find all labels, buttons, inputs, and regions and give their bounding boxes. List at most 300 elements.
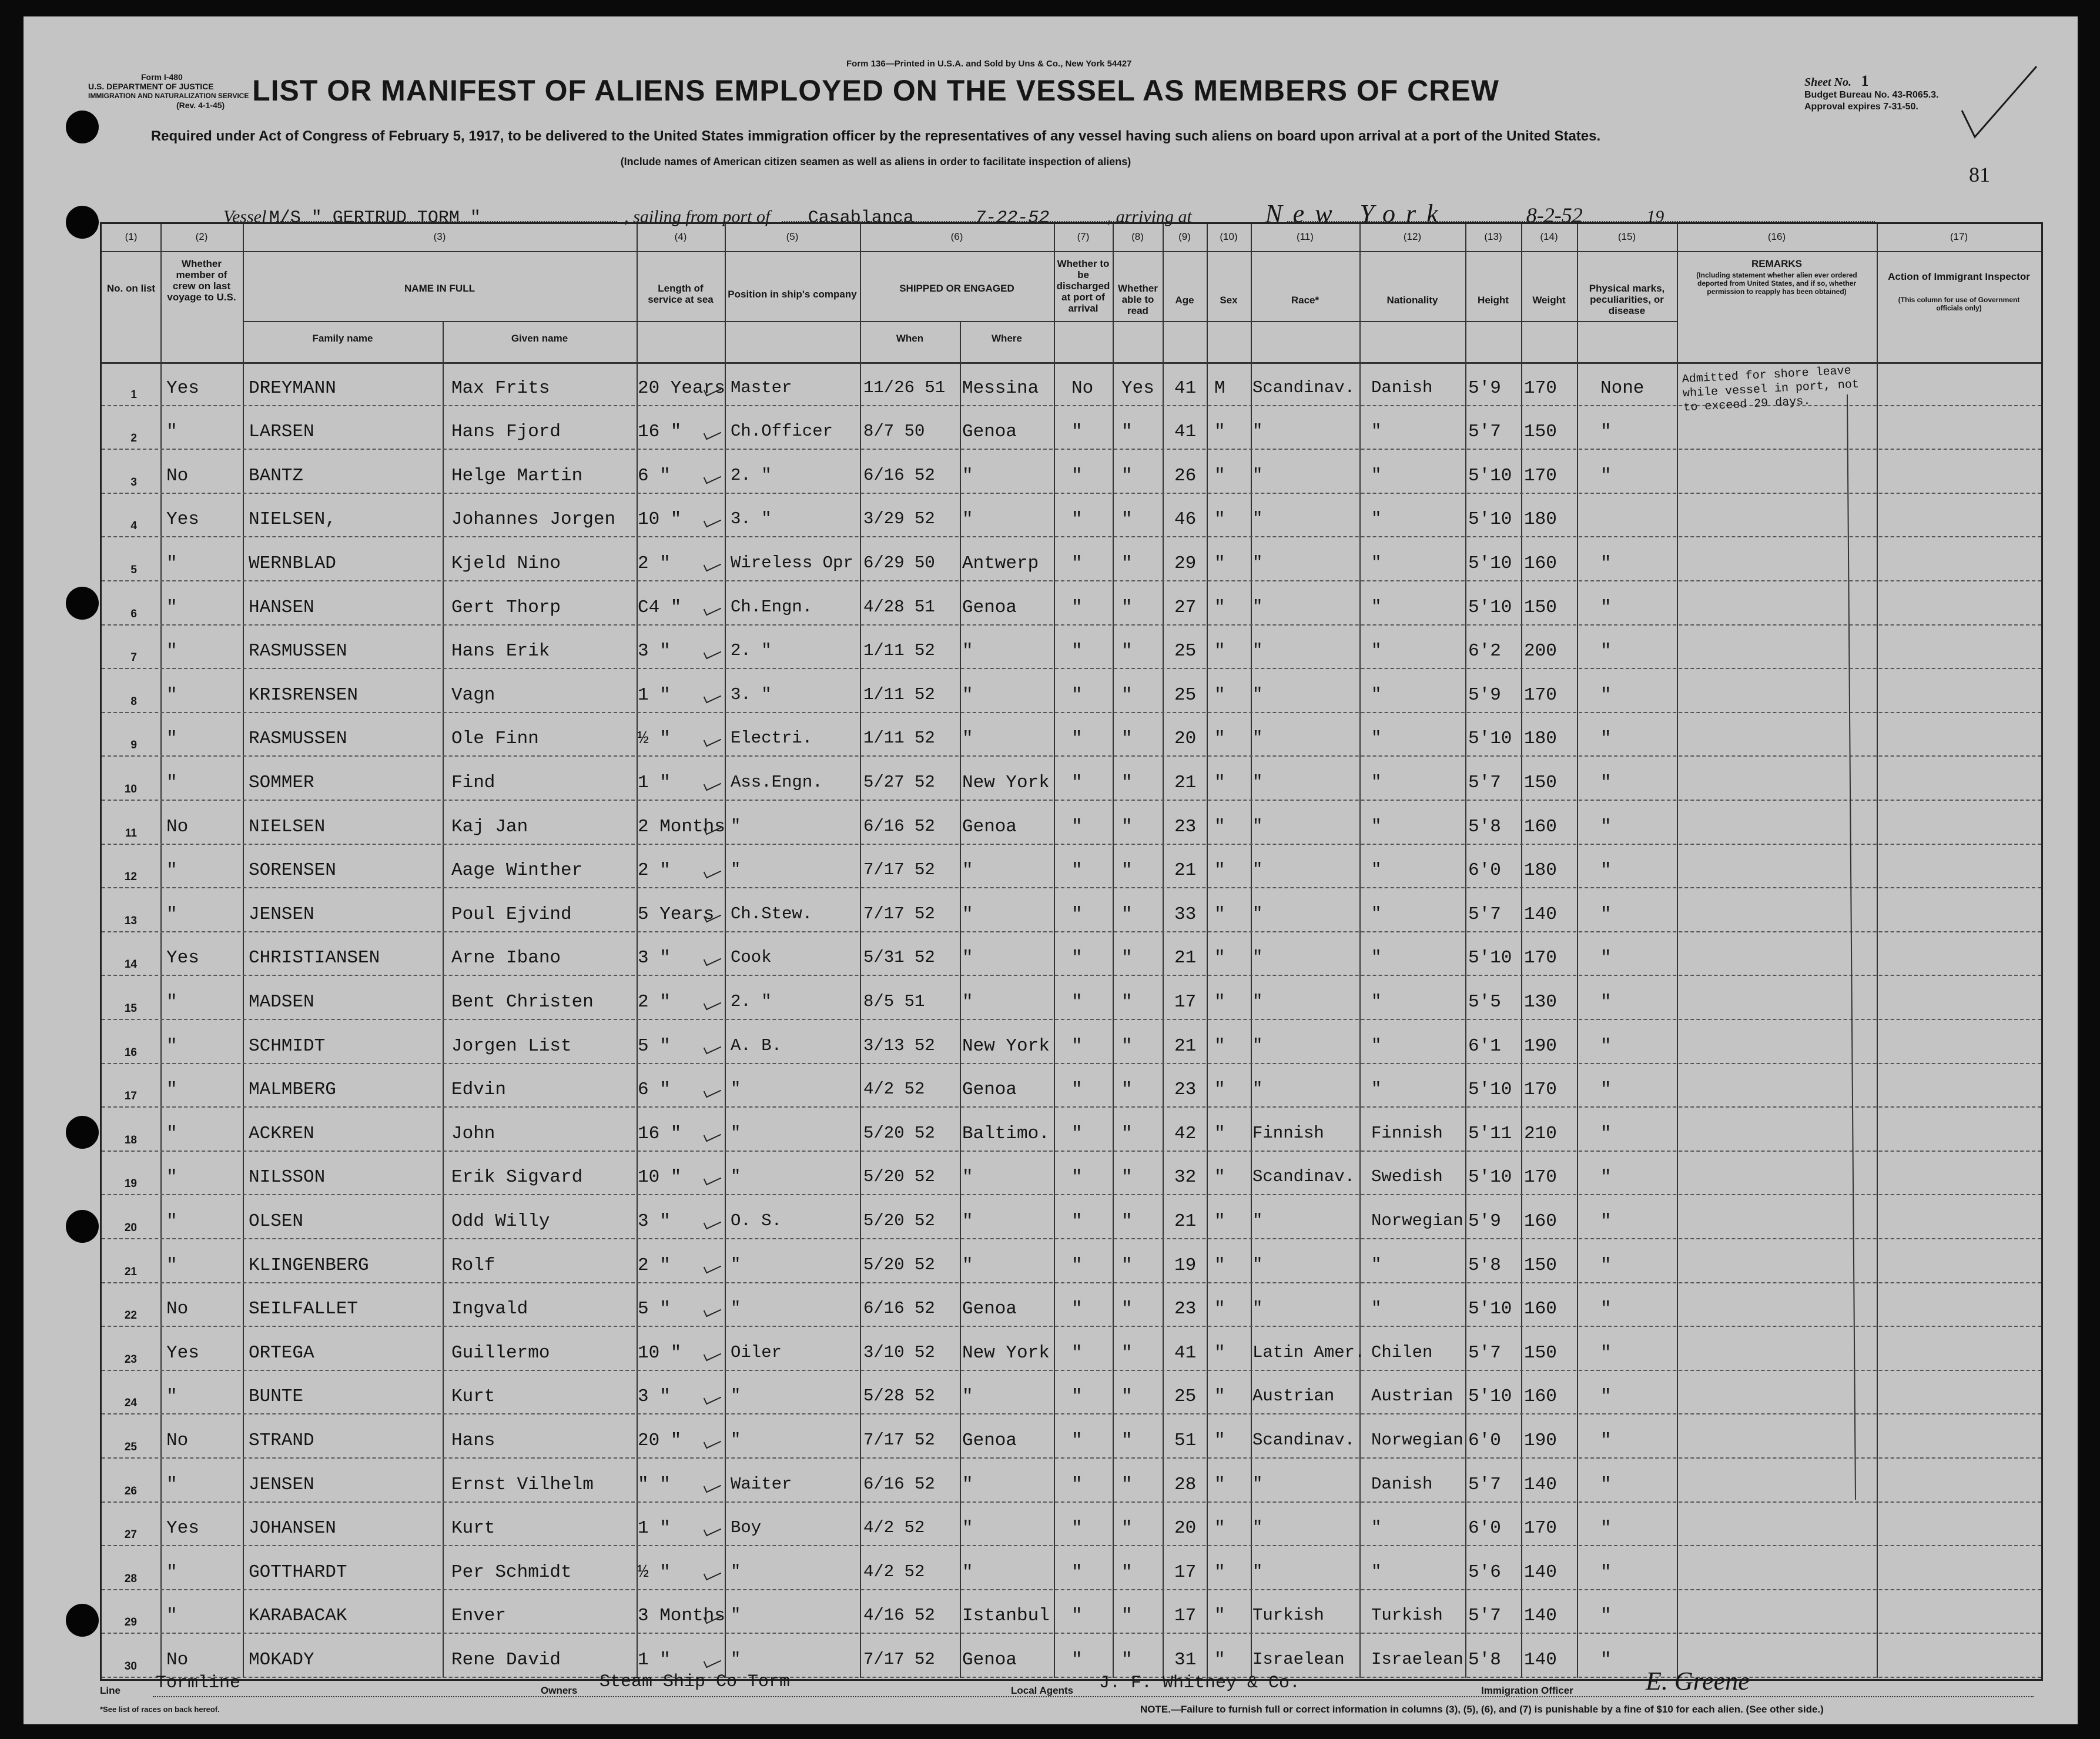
table-row (102, 757, 2041, 801)
weight-cell: 160 (1524, 816, 1557, 837)
shipped-where-cell: " (962, 904, 973, 925)
tick-mark-icon (704, 997, 721, 1011)
nationality-cell: " (1371, 641, 1382, 661)
position-cell: " (731, 1430, 741, 1450)
sex-cell: " (1214, 684, 1225, 705)
nationality-cell: Danish (1371, 1474, 1433, 1494)
physical-marks-cell: " (1600, 1342, 1612, 1363)
read-cell: " (1121, 1079, 1133, 1101)
shipped-where-cell: " (962, 684, 973, 705)
service-cell: ½ " (638, 728, 671, 750)
budget-line: Budget Bureau No. 43-R065.3. (1804, 90, 1939, 100)
table-row (102, 581, 2041, 626)
sex-cell: " (1214, 422, 1225, 443)
header-able-to-read: Whether able to read (1118, 283, 1158, 316)
table-row (102, 713, 2041, 757)
family-name-cell: JENSEN (249, 904, 314, 925)
prev-voyage-cell: " (166, 1167, 177, 1188)
tick-mark-icon (704, 1392, 721, 1405)
position-cell: Oiler (731, 1342, 782, 1362)
column-number: (6) (950, 231, 963, 242)
age-cell: 41 (1174, 1342, 1197, 1363)
row-number: 23 (124, 1353, 137, 1366)
tick-mark-icon (704, 1085, 721, 1098)
nationality-cell: Norwegian (1371, 1210, 1463, 1230)
physical-marks-cell: " (1600, 1561, 1612, 1583)
race-cell: " (1252, 422, 1263, 442)
family-name-cell: SOMMER (249, 772, 314, 793)
read-cell: " (1121, 991, 1133, 1012)
officer-signature: E. Greene (1646, 1667, 1750, 1695)
family-name-cell: STRAND (249, 1430, 314, 1451)
family-name-cell: SCHMIDT (249, 1035, 326, 1056)
weight-cell: 180 (1524, 860, 1557, 881)
discharged-cell: " (1071, 597, 1083, 618)
shipped-where-cell: " (962, 991, 973, 1012)
year-label: 19 (1646, 207, 1664, 226)
discharged-cell: " (1071, 509, 1083, 530)
shipped-where-cell: " (962, 1518, 973, 1539)
height-cell: 6'2 (1468, 641, 1501, 662)
shipped-when-cell: 5/28 52 (863, 1386, 935, 1406)
age-cell: 41 (1174, 422, 1197, 443)
discharged-cell: " (1071, 553, 1083, 574)
agency-line: Form I-480 (141, 72, 183, 82)
discharged-cell: " (1071, 1518, 1083, 1539)
shipped-where-cell: " (962, 509, 973, 530)
service-cell: 6 " (638, 465, 671, 486)
position-cell: " (731, 1561, 741, 1581)
race-cell: " (1252, 1299, 1263, 1319)
physical-marks-cell: " (1600, 1035, 1612, 1056)
family-name-cell: JENSEN (249, 1474, 314, 1495)
table-row (102, 626, 2041, 670)
read-cell: " (1121, 553, 1133, 574)
officer-label: Immigration Officer (1481, 1685, 1573, 1696)
table-row (102, 1414, 2041, 1459)
table-row (102, 976, 2041, 1020)
vessel-label: Vessel (223, 207, 267, 226)
shipped-when-cell: 8/5 51 (863, 991, 925, 1011)
race-cell: " (1252, 772, 1263, 792)
race-cell: " (1252, 641, 1263, 661)
sex-cell: " (1214, 816, 1225, 837)
given-name-cell: Guillermo (451, 1342, 550, 1363)
shipped-when-cell: 6/16 52 (863, 1474, 935, 1494)
read-cell: " (1121, 465, 1133, 486)
family-name-cell: NILSSON (249, 1167, 326, 1188)
position-cell: 2. " (731, 465, 772, 485)
sex-cell: " (1214, 509, 1225, 530)
read-cell: " (1121, 1430, 1133, 1451)
given-name-cell: Aage Winther (451, 860, 583, 881)
position-cell: Electri. (731, 728, 813, 748)
family-name-cell: RASMUSSEN (249, 728, 347, 750)
row-number: 2 (130, 432, 137, 445)
height-cell: 5'6 (1468, 1561, 1501, 1583)
race-cell: " (1252, 904, 1263, 924)
table-row (102, 1283, 2041, 1327)
given-name-cell: Arne Ibano (451, 948, 561, 969)
prev-voyage-cell: No (166, 816, 189, 837)
position-cell: " (731, 1167, 741, 1187)
shipped-when-cell: 6/16 52 (863, 1299, 935, 1319)
tick-mark-icon (704, 1567, 721, 1580)
given-name-cell: Per Schmidt (451, 1561, 572, 1583)
service-cell: 3 " (638, 948, 671, 969)
column-number: (5) (786, 231, 799, 242)
arriving-label: , arriving at (1107, 207, 1192, 226)
column-number: (2) (195, 231, 208, 242)
given-name-cell: Ernst Vilhelm (451, 1474, 594, 1495)
physical-marks-cell: " (1600, 948, 1612, 969)
race-cell: " (1252, 991, 1263, 1011)
service-cell: 16 " (638, 422, 682, 443)
shipped-where-cell: " (962, 1474, 973, 1495)
family-name-cell: GOTTHARDT (249, 1561, 347, 1583)
service-cell: C4 " (638, 597, 682, 618)
weight-cell: 130 (1524, 991, 1557, 1012)
table-row (102, 1152, 2041, 1196)
read-cell: " (1121, 728, 1133, 750)
family-name-cell: KRISRENSEN (249, 684, 359, 705)
family-name-cell: HANSEN (249, 597, 314, 618)
sex-cell: " (1214, 1210, 1225, 1232)
read-cell: " (1121, 772, 1133, 793)
age-cell: 17 (1174, 1606, 1197, 1627)
column-number: (14) (1540, 231, 1558, 242)
given-name-cell: Odd Willy (451, 1210, 550, 1232)
owners-value: Steam Ship Co Torm (599, 1672, 791, 1692)
height-cell: 5'10 (1468, 1167, 1512, 1188)
shipped-where-cell: " (962, 1210, 973, 1232)
age-cell: 17 (1174, 1561, 1197, 1583)
nationality-cell: " (1371, 684, 1382, 704)
row-number: 28 (124, 1572, 137, 1585)
prev-voyage-cell: " (166, 728, 177, 750)
shipped-where-cell: " (962, 860, 973, 881)
row-number: 9 (130, 739, 137, 752)
age-cell: 19 (1174, 1255, 1197, 1276)
physical-marks-cell: " (1600, 684, 1612, 705)
table-row (102, 1590, 2041, 1634)
weight-cell: 170 (1524, 1518, 1557, 1539)
prev-voyage-cell: " (166, 684, 177, 705)
nationality-cell: " (1371, 597, 1382, 617)
header-nationality: Nationality (1386, 295, 1438, 306)
tick-mark-icon (704, 1655, 721, 1668)
nationality-cell: " (1371, 553, 1382, 573)
discharged-cell: " (1071, 816, 1083, 837)
race-cell: " (1252, 1255, 1263, 1275)
height-cell: 5'9 (1468, 377, 1501, 399)
row-number: 6 (130, 607, 137, 620)
weight-cell: 170 (1524, 465, 1557, 486)
service-cell: 1 " (638, 1518, 671, 1539)
age-cell: 23 (1174, 1079, 1197, 1101)
binder-hole (66, 206, 99, 239)
shipped-when-cell: 5/20 52 (863, 1255, 935, 1275)
shipped-when-cell: 5/27 52 (863, 772, 935, 792)
page-number: 81 (1969, 163, 1990, 186)
given-name-cell: Max Frits (451, 377, 550, 399)
given-name-cell: John (451, 1123, 495, 1144)
shipped-when-cell: 6/16 52 (863, 465, 935, 485)
height-cell: 5'7 (1468, 772, 1501, 793)
discharged-cell: " (1071, 1386, 1083, 1407)
column-number: (12) (1403, 231, 1422, 242)
given-name-cell: Rolf (451, 1255, 495, 1276)
nationality-cell: " (1371, 904, 1382, 924)
read-cell: " (1121, 1299, 1133, 1320)
physical-marks-cell: " (1600, 641, 1612, 662)
physical-marks-cell: " (1600, 422, 1612, 443)
age-cell: 21 (1174, 1210, 1197, 1232)
weight-cell: 160 (1524, 1386, 1557, 1407)
header-when: When (896, 333, 924, 344)
shipped-when-cell: 6/29 50 (863, 553, 935, 573)
sex-cell: " (1214, 641, 1225, 662)
position-cell: A. B. (731, 1035, 782, 1055)
height-cell: 5'7 (1468, 422, 1501, 443)
shipped-where-cell: Istanbul (962, 1606, 1050, 1627)
shipped-where-cell: New York (962, 772, 1050, 793)
service-cell: 2 " (638, 991, 671, 1012)
service-cell: 10 " (638, 1342, 682, 1363)
row-number: 21 (124, 1265, 137, 1278)
height-cell: 5'10 (1468, 948, 1512, 969)
row-number: 24 (124, 1397, 137, 1410)
weight-cell: 200 (1524, 641, 1557, 662)
service-cell: 3 Months (638, 1606, 725, 1627)
race-cell: " (1252, 553, 1263, 573)
service-cell: " " (638, 1474, 671, 1495)
age-cell: 23 (1174, 816, 1197, 837)
tick-mark-icon (704, 1216, 721, 1230)
position-cell: Master (731, 377, 792, 397)
given-name-cell: Gert Thorp (451, 597, 561, 618)
family-name-cell: SEILFALLET (249, 1299, 359, 1320)
position-cell: O. S. (731, 1210, 782, 1230)
given-name-cell: Hans Fjord (451, 422, 561, 443)
weight-cell: 180 (1524, 509, 1557, 530)
physical-marks-cell: " (1600, 1474, 1612, 1495)
arrival-date: 8-2-52 (1526, 203, 1583, 227)
row-number: 3 (130, 476, 137, 489)
height-cell: 5'8 (1468, 816, 1501, 837)
row-number: 29 (124, 1616, 137, 1629)
age-cell: 23 (1174, 1299, 1197, 1320)
weight-cell: 150 (1524, 772, 1557, 793)
race-cell: " (1252, 860, 1263, 880)
shipped-when-cell: 4/28 51 (863, 597, 935, 617)
column-number: (10) (1220, 231, 1238, 242)
sex-cell: " (1214, 1167, 1225, 1188)
service-cell: 16 " (638, 1123, 682, 1144)
family-name-cell: KARABACAK (249, 1606, 347, 1627)
given-name-cell: Poul Ejvind (451, 904, 572, 925)
weight-cell: 140 (1524, 1474, 1557, 1495)
prev-voyage-cell: Yes (166, 377, 199, 399)
binder-hole (66, 1210, 99, 1243)
height-cell: 5'7 (1468, 1342, 1501, 1363)
discharged-cell: " (1071, 684, 1083, 705)
row-number: 17 (124, 1090, 137, 1103)
agents-value: J. F. Whitney & Co. (1099, 1673, 1301, 1693)
sex-cell: " (1214, 553, 1225, 574)
discharged-cell: " (1071, 904, 1083, 925)
table-row (102, 1064, 2041, 1108)
table-row (102, 1108, 2041, 1152)
agency-line: (Rev. 4-1-45) (176, 101, 225, 110)
nationality-cell: " (1371, 991, 1382, 1011)
column-number: (8) (1131, 231, 1144, 242)
page-title: LIST OR MANIFEST OF ALIENS EMPLOYED ON THE VESSEL AS MEMBERS OF CREW (252, 74, 1499, 107)
prev-voyage-cell: " (166, 1386, 177, 1407)
position-cell: Waiter (731, 1474, 792, 1494)
given-name-cell: Kurt (451, 1386, 495, 1407)
table-row (102, 801, 2041, 845)
age-cell: 20 (1174, 728, 1197, 750)
service-cell: 10 " (638, 1167, 682, 1188)
read-cell: " (1121, 1342, 1133, 1363)
family-name-cell: RASMUSSEN (249, 641, 347, 662)
remarks-ditto-line (1841, 389, 1865, 1506)
prev-voyage-cell: " (166, 1474, 177, 1495)
physical-marks-cell: " (1600, 1123, 1612, 1144)
read-cell: Yes (1121, 377, 1154, 399)
shipped-where-cell: " (962, 728, 973, 750)
column-number: (15) (1617, 231, 1636, 242)
column-number: (3) (433, 231, 446, 242)
tick-mark-icon (704, 1041, 721, 1054)
binder-hole (66, 1116, 99, 1149)
sex-cell: " (1214, 1561, 1225, 1583)
tick-mark-icon (704, 865, 721, 879)
position-cell: Ch.Engn. (731, 597, 813, 617)
shipped-when-cell: 5/20 52 (863, 1210, 935, 1230)
service-cell: 10 " (638, 509, 682, 530)
tick-mark-icon (704, 953, 721, 967)
shipped-where-cell: Genoa (962, 1079, 1017, 1101)
height-cell: 5'10 (1468, 728, 1512, 750)
shipped-where-cell: New York (962, 1342, 1050, 1363)
age-cell: 41 (1174, 377, 1197, 399)
approval-line: Approval expires 7-31-50. (1804, 102, 1918, 112)
weight-cell: 170 (1524, 948, 1557, 969)
physical-marks-cell: " (1600, 1255, 1612, 1276)
table-row (102, 1459, 2041, 1503)
physical-marks-cell: " (1600, 1079, 1612, 1101)
weight-cell: 140 (1524, 1606, 1557, 1627)
header-no-on-list: No. on list (106, 283, 156, 294)
shipped-where-cell: " (962, 1167, 973, 1188)
given-name-cell: Hans Erik (451, 641, 550, 662)
tick-mark-icon (704, 1128, 721, 1142)
given-name-cell: Jorgen List (451, 1035, 572, 1056)
tick-mark-icon (704, 646, 721, 660)
check-mark-icon (1957, 63, 2039, 140)
service-cell: 5 " (638, 1035, 671, 1056)
height-cell: 6'0 (1468, 1430, 1501, 1451)
sailing-label: , sailing from port of (624, 207, 771, 226)
table-row (102, 362, 2041, 415)
position-cell: Ass.Engn. (731, 772, 823, 792)
header-race: Race* (1291, 295, 1319, 306)
table-row (102, 1020, 2041, 1064)
nationality-cell: " (1371, 1561, 1382, 1581)
header-sex: Sex (1220, 295, 1238, 306)
physical-marks-cell: " (1600, 816, 1612, 837)
shipped-where-cell: New York (962, 1035, 1050, 1056)
row-number: 26 (124, 1484, 137, 1497)
read-cell: " (1121, 948, 1133, 969)
nationality-cell: " (1371, 948, 1382, 968)
shipped-where-cell: " (962, 948, 973, 969)
read-cell: " (1121, 1649, 1133, 1670)
race-cell: Scandinav. (1252, 377, 1355, 397)
discharged-cell: " (1071, 1474, 1083, 1495)
read-cell: " (1121, 597, 1133, 618)
read-cell: " (1121, 860, 1133, 881)
prev-voyage-cell: Yes (166, 509, 199, 530)
row-number: 22 (124, 1309, 137, 1322)
position-cell: Boy (731, 1518, 762, 1538)
race-cell: " (1252, 1561, 1263, 1581)
column-number: (11) (1297, 231, 1314, 242)
family-name-cell: CHRISTIANSEN (249, 948, 380, 969)
read-cell: " (1121, 1561, 1133, 1583)
given-name-cell: Find (451, 772, 495, 793)
height-cell: 5'5 (1468, 991, 1501, 1012)
family-name-cell: MADSEN (249, 991, 314, 1012)
shipped-where-cell: Antwerp (962, 553, 1039, 574)
header-last-voyage: Whether member of crew on last voyage to U.S. (167, 258, 236, 303)
tick-mark-icon (704, 734, 721, 747)
service-cell: 2 " (638, 860, 671, 881)
family-name-cell: SORENSEN (249, 860, 336, 881)
prev-voyage-cell: No (166, 1430, 189, 1451)
row-number: 18 (124, 1133, 137, 1146)
given-name-cell: Bent Christen (451, 991, 594, 1012)
shipped-when-cell: 1/11 52 (863, 728, 935, 748)
family-name-cell: ACKREN (249, 1123, 314, 1144)
race-cell: Austrian (1252, 1386, 1335, 1406)
tick-mark-icon (704, 1347, 721, 1361)
shipped-where-cell: Genoa (962, 1430, 1017, 1451)
race-cell: Scandinav. (1252, 1167, 1355, 1187)
weight-cell: 190 (1524, 1430, 1557, 1451)
nationality-cell: " (1371, 860, 1382, 880)
row-number: 8 (130, 695, 137, 708)
given-name-cell: Edvin (451, 1079, 507, 1101)
height-cell: 5'11 (1468, 1123, 1512, 1144)
row-number: 5 (130, 563, 137, 576)
physical-marks-cell: " (1600, 1386, 1612, 1407)
read-cell: " (1121, 1255, 1133, 1276)
shipped-where-cell: " (962, 1386, 973, 1407)
race-cell: Scandinav. (1252, 1430, 1355, 1450)
row-number: 11 (125, 827, 137, 840)
prev-voyage-cell: No (166, 1649, 189, 1670)
family-name-cell: BANTZ (249, 465, 304, 486)
tick-mark-icon (704, 1304, 721, 1317)
remarks-cell: Admitted for shore leave while vessel in port, not to exceed 29 days. (1682, 364, 1860, 415)
tick-mark-icon (704, 470, 721, 484)
crew-table (100, 222, 2043, 1681)
service-cell: 1 " (638, 684, 671, 705)
discharged-cell: " (1071, 1342, 1083, 1363)
